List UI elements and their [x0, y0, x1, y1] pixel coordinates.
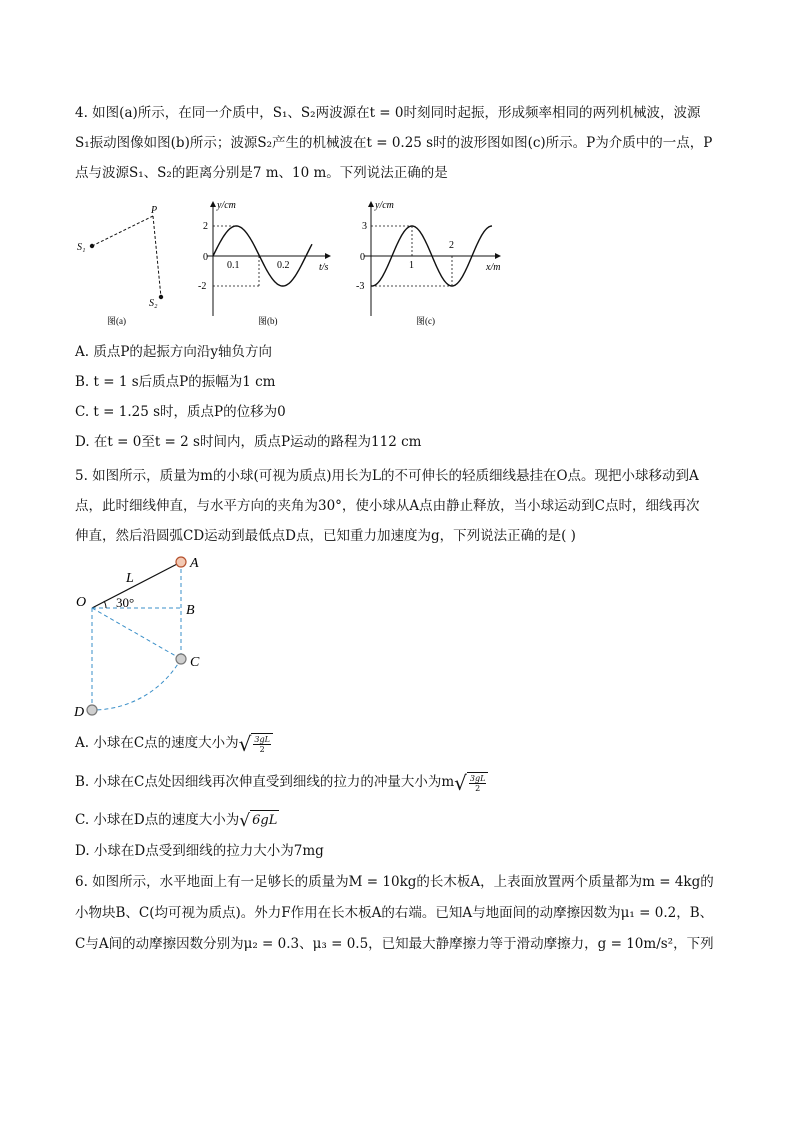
fig-a-p-label: P [151, 205, 158, 216]
q5-b-num: 3gL [469, 774, 486, 783]
fig-c-xlabel: x/m [486, 262, 501, 273]
fig-b-x2: 0.2 [277, 260, 290, 271]
q5-fig-o: O [76, 595, 87, 610]
q5-fig-l: L [126, 571, 134, 586]
q5-fig-a: A [190, 556, 199, 571]
q5-figure [70, 552, 220, 722]
fig-c-x1: 1 [409, 260, 414, 271]
fig-c-yneg: -3 [356, 281, 365, 292]
q5-option-a-text: A. 小球在C点的速度大小为 [75, 735, 239, 751]
q5-option-d: D. 小球在D点受到细线的拉力大小为7mg [75, 843, 324, 859]
q5-line-2: 点，此时细线伸直，与水平方向的夹角为30°，使小球从A点由静止释放，当小球运动到C点时，细线再次 [75, 498, 700, 514]
q6-line-1: 6. 如图所示，水平地面上有一足够长的质量为M = 10kg的长木板A，上表面放置两个质量都为m = 4kg的 [75, 874, 714, 890]
sqrt-3gl-over-2: √ $\frac{3gL}{2}$ [239, 733, 273, 754]
fig-c-origin: 0 [360, 252, 365, 263]
figure-b [195, 198, 340, 330]
q4-line-2: S₁振动图像如图(b)所示；波源S₂产生的机械波在t = 0.25 s时的波形图如图(c)所示。P为介质中的一点，P [75, 135, 713, 151]
q6-line-3: C与A间的动摩擦因数分别为μ₂ = 0.3、μ₃ = 0.5，已知最大静摩擦力等于滑动摩擦力，g = 10m/s²，下列 [75, 936, 714, 952]
q5-option-b-text: B. 小球在C点处因细线再次伸直受到细线的拉力的冲量大小为m [75, 774, 455, 790]
q5-line-1: 5. 如图所示，质量为m的小球(可视为质点)用长为L的不可伸长的轻质细线悬挂在O点。现把小球移动到A [75, 468, 699, 484]
fig-b-origin: 0 [203, 252, 208, 263]
fig-c-ypos: 3 [362, 221, 367, 232]
q4-option-a: A. 质点P的起振方向沿y轴负方向 [75, 344, 273, 360]
fig-b-xlabel: t/s [319, 262, 329, 273]
sqrt-3gl-over-2-b: √ $\frac{3gL}{2}$ [454, 772, 488, 793]
q5-fig-d: D [74, 705, 85, 720]
fig-b-ylabel: y/cm [217, 200, 236, 211]
fig-b-yneg: -2 [198, 281, 207, 292]
q5-b-den: 2 [475, 784, 481, 793]
fig-b-ypos: 2 [203, 221, 208, 232]
q5-option-a [75, 733, 273, 754]
q5-fig-angle: 30° [116, 595, 135, 610]
figure-a [75, 200, 175, 330]
fig-a-caption: 图(a) [107, 316, 126, 326]
fig-c-ylabel: y/cm [375, 200, 394, 211]
figure-c [350, 198, 505, 330]
q6-line-2: 小物块B、C(均可视为质点)。外力F作用在长木板A的右端。已知A与地面间的动摩擦因数为μ₁ = 0.2，B、 [75, 905, 714, 921]
fig-c-x2: 2 [449, 240, 454, 251]
q5-c-rad: 6gL [250, 810, 279, 831]
fig-c-caption: 图(c) [416, 316, 435, 326]
q4-option-c: C. t = 1.25 s时，质点P的位移为0 [75, 404, 286, 420]
q4-option-d: D. 在t = 0至t = 2 s时间内，质点P运动的路程为112 cm [75, 434, 422, 450]
q5-option-b [75, 772, 488, 793]
q4-line-3: 点与波源S₁、S₂的距离分别是7 m、10 m。下列说法正确的是 [75, 165, 448, 181]
q5-fig-c: C [190, 655, 200, 670]
q5-option-c [75, 810, 279, 831]
q4-option-b: B. t = 1 s后质点P的振幅为1 cm [75, 374, 276, 390]
q4-line-1: 4. 如图(a)所示，在同一介质中，S₁、S₂两波源在t = 0时刻同时起振，形成频率相同的两列机械波，波源 [75, 105, 701, 121]
q5-a-den: 2 [259, 745, 265, 754]
q5-a-num: 3gL [254, 735, 270, 744]
fig-b-x1: 0.1 [227, 260, 240, 271]
fig-b-caption: 图(b) [258, 316, 278, 326]
fig-a-s2-label: S₂ [149, 298, 158, 309]
fig-a-s1-label: S₁ [77, 242, 86, 253]
q5-fig-b: B [186, 603, 195, 618]
q5-option-c-text: C. 小球在D点的速度大小为 [75, 812, 240, 828]
q5-line-3: 伸直，然后沿圆弧CD运动到最低点D点，已知重力加速度为g，下列说法正确的是( ) [75, 528, 576, 544]
sqrt-6gl: √ 6gL [239, 810, 278, 831]
